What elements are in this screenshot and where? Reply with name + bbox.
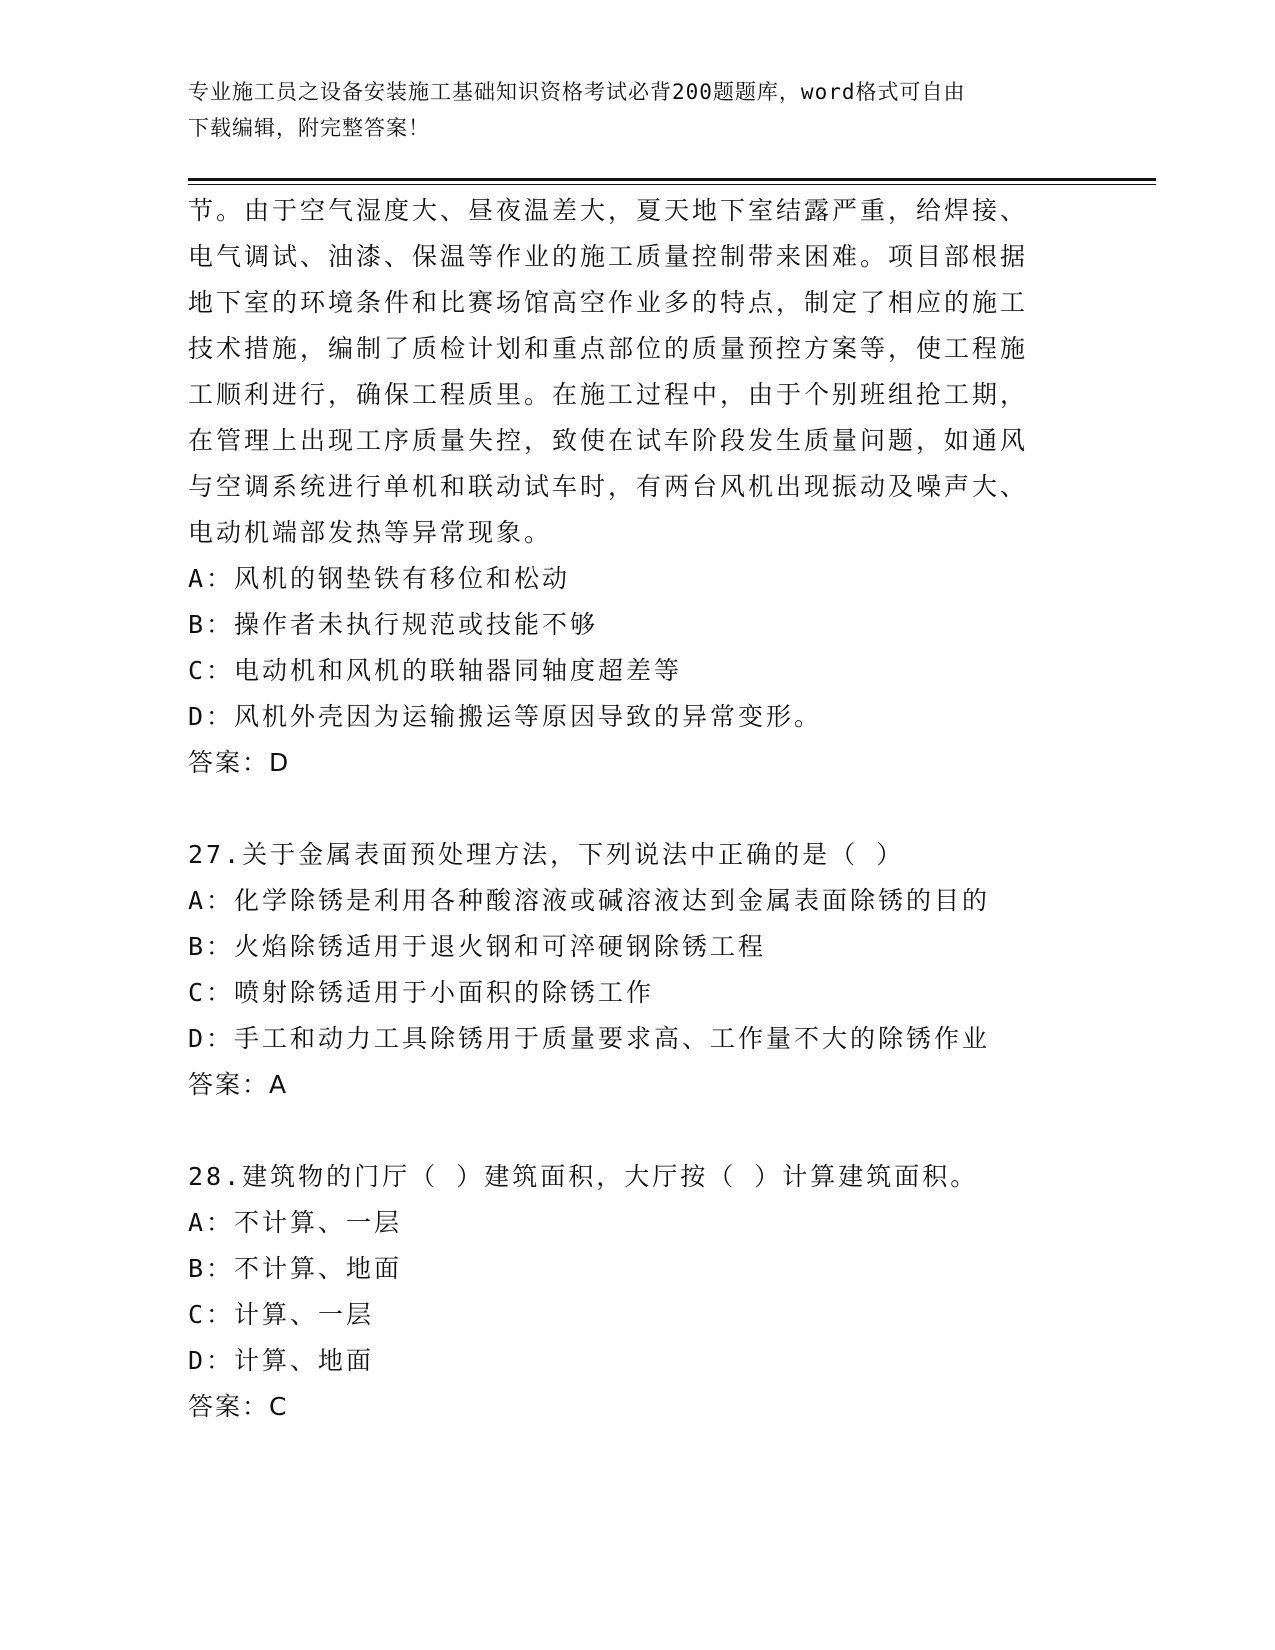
option-d: D：手工和动力工具除锈用于质量要求高、工作量不大的除锈作业 [188,1024,991,1053]
question-text-line: 技术措施，编制了质检计划和重点部位的质量预控方案等，使工程施 [188,334,1029,363]
document-header [188,74,1088,146]
answer-line: 答案：A [188,1070,289,1099]
question-text-line: 地下室的环境条件和比赛场馆高空作业多的特点，制定了相应的施工 [188,288,1029,317]
question-stem: 27.关于金属表面预处理方法，下列说法中正确的是（ ） [188,840,905,869]
option-d: D：计算、地面 [188,1346,375,1375]
header-divider-thin [188,184,1156,185]
option-c: C：计算、一层 [188,1300,375,1329]
option-b: B：操作者未执行规范或技能不够 [188,610,599,639]
option-a: A：风机的钢垫铁有移位和松动 [188,564,571,593]
option-a: A：不计算、一层 [188,1208,403,1237]
question-text-line: 与空调系统进行单机和联动试车时，有两台风机出现振动及噪声大、 [188,472,1029,501]
question-spacer [188,786,1088,832]
question-text-line: 电气调试、油漆、保温等作业的施工质量控制带来困难。项目部根据 [188,242,1029,271]
option-c: C：喷射除锈适用于小面积的除锈工作 [188,978,655,1007]
answer-line: 答案：D [188,748,291,777]
header-line-1: 专业施工员之设备安装施工基础知识资格考试必背200题题库，word格式可自由 [188,80,966,104]
question-26-continuation [188,188,1088,786]
question-spacer [188,1108,1088,1154]
option-d: D：风机外壳因为运输搬运等原因导致的异常变形。 [188,702,823,731]
option-c: C：电动机和风机的联轴器同轴度超差等 [188,656,683,685]
question-27 [188,832,1088,1108]
question-text-line: 在管理上出现工序质量失控，致使在试车阶段发生质量问题，如通风 [188,426,1029,455]
header-divider-thick [188,178,1156,181]
option-b: B：火焰除锈适用于退火钢和可淬硬钢除锈工程 [188,932,767,961]
question-text-line: 节。由于空气湿度大、昼夜温差大，夏天地下室结露严重，给焊接、 [188,196,1029,225]
option-a: A：化学除锈是利用各种酸溶液或碱溶液达到金属表面除锈的目的 [188,886,991,915]
question-text-line: 工顺利进行，确保工程质里。在施工过程中，由于个别班组抢工期， [188,380,1029,409]
question-text-line: 电动机端部发热等异常现象。 [188,518,553,547]
question-stem: 28.建筑物的门厅（ ）建筑面积，大厅按（ ）计算建筑面积。 [188,1162,979,1191]
document-body [188,188,1088,1430]
option-b: B：不计算、地面 [188,1254,403,1283]
answer-line: 答案：C [188,1392,289,1421]
header-line-2: 下载编辑，附完整答案！ [188,116,430,140]
question-28 [188,1154,1088,1430]
